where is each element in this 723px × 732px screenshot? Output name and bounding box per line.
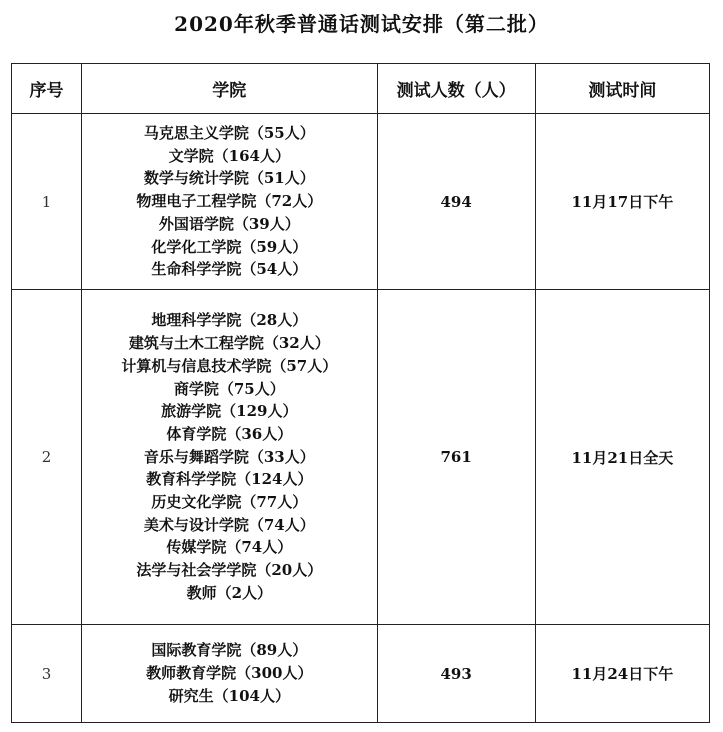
- college-item: 美术与设计学院（74人）: [143, 515, 315, 534]
- header-college: 学院: [82, 64, 377, 114]
- college-list: [82, 114, 377, 290]
- row-count: 761: [377, 290, 535, 625]
- college-item: 建筑与土木工程学院（32人）: [128, 334, 330, 353]
- row-count: 494: [377, 114, 535, 290]
- college-item: 计算机与信息技术学院（57人）: [121, 356, 338, 375]
- college-item: 化学化工学院（59人）: [151, 237, 308, 256]
- header-row: [12, 64, 710, 114]
- college-item: 生命科学学院（54人）: [151, 260, 308, 279]
- college-item: 物理电子工程学院（72人）: [136, 192, 323, 211]
- college-item: 历史文化学院（77人）: [151, 493, 308, 512]
- college-item: 文学院（164人）: [168, 146, 290, 165]
- college-list: [82, 625, 377, 723]
- table-row: [12, 625, 710, 723]
- college-item: 马克思主义学院（55人）: [143, 124, 315, 143]
- table-row: [12, 290, 710, 625]
- college-item: 传媒学院（74人）: [166, 538, 293, 557]
- college-item: 外国语学院（39人）: [158, 214, 300, 233]
- header-seq: 序号: [12, 64, 82, 114]
- row-time: 11月24日下午: [535, 625, 709, 723]
- college-item: 教育科学学院（124人）: [146, 470, 313, 489]
- college-item: 地理科学学院（28人）: [151, 311, 308, 330]
- table-row: [12, 114, 710, 290]
- college-item: 音乐与舞蹈学院（33人）: [143, 447, 315, 466]
- schedule-table: [11, 63, 710, 723]
- college-item: 教师（2人）: [186, 583, 273, 602]
- page-title: 2020年秋季普通话测试安排（第二批）: [174, 12, 549, 36]
- row-time: 11月17日下午: [535, 114, 709, 290]
- row-seq: 2: [12, 290, 82, 625]
- header-count: 测试人数（人）: [377, 64, 535, 114]
- college-item: 国际教育学院（89人）: [151, 641, 308, 660]
- row-time: 11月21日全天: [535, 290, 709, 625]
- college-item: 数学与统计学院（51人）: [143, 169, 315, 188]
- row-count: 493: [377, 625, 535, 723]
- row-seq: 1: [12, 114, 82, 290]
- college-list: [82, 290, 377, 625]
- college-item: 旅游学院（129人）: [161, 402, 298, 421]
- college-item: 法学与社会学学院（20人）: [136, 561, 323, 580]
- row-seq: 3: [12, 625, 82, 723]
- college-item: 研究生（104人）: [168, 686, 290, 705]
- college-item: 商学院（75人）: [173, 379, 285, 398]
- header-time: 测试时间: [535, 64, 709, 114]
- college-item: 教师教育学院（300人）: [146, 664, 313, 683]
- college-item: 体育学院（36人）: [166, 424, 293, 443]
